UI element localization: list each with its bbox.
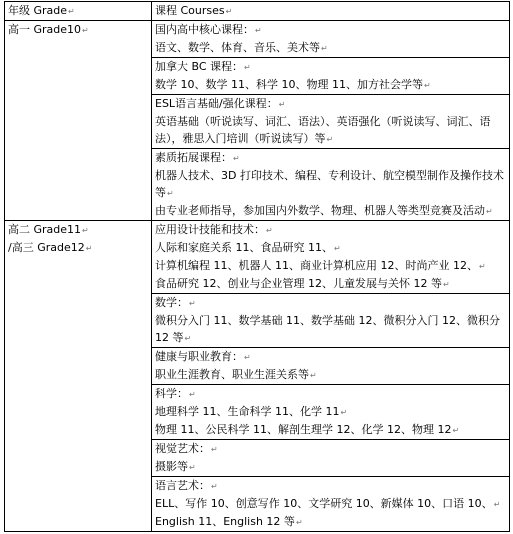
block-line: 地理科学 11、生命科学 11、化学 11 [155, 405, 340, 418]
grade-header-cell: 年级 Grade↵ [5, 2, 152, 21]
course-block: 应用设计技能和技术：↵ 人际和家庭关系 11、食品研究 11、↵ 计算机编程 11、机器人 11、商业计算机应用 12、时尚产业 12、↵ 食品研究 12、创业与企业管理 12、儿童发展与关怀 12 等↵ [155, 223, 486, 290]
course-block: 国内高中核心课程：↵ 语文、数学、体育、音乐、美术等↵ [155, 23, 328, 54]
courses-header: 课程 Courses [155, 4, 225, 17]
courses-cell [152, 221, 510, 532]
header-row [5, 2, 510, 21]
block-title: 国内高中核心课程： [155, 23, 254, 36]
block-line: 英语基础（听说读写、词汇、语法）、英语强化（听说读写、词汇、语法），雅思入门培训（听说读写）等 [155, 115, 491, 145]
block-line: 微积分入门 11、数学基础 11、数学基础 12、微积分入门 12、微积分 12 等 [155, 314, 500, 344]
block-title: 视觉艺术： [155, 442, 210, 455]
block-line: 计算机编程 11、机器人 11、商业计算机应用 12、时尚产业 12、 [155, 259, 478, 272]
block-title: 素质拓展课程： [155, 151, 232, 164]
block-line: 由专业老师指导，参加国内外数学、物理、机器人等类型竞赛及活动 [155, 204, 485, 217]
block-line: ELL、写作 10、创意写作 10、文学研究 10、新媒体 10、口语 10、 [155, 497, 493, 510]
course-block: 加拿大 BC 课程：↵ 数学 10、数学 11、科学 10、物理 11、加方社会学等↵ [152, 57, 509, 94]
course-block: 科学：↵ 地理科学 11、生命科学 11、化学 11↵ 物理 11、公民科学 11、解剖生理学 12、化学 12、物理 12↵ [152, 384, 509, 439]
grade-cell: 高二 Grade11↵ /高三 Grade12↵ [5, 221, 152, 532]
grade11-12-row [5, 221, 510, 532]
block-line: 摄影等 [155, 460, 188, 473]
block-line: 人际和家庭关系 11、食品研究 11、 [155, 241, 333, 254]
grade-header: 年级 Grade [8, 4, 68, 17]
block-line: 食品研究 12、创业与企业管理 12、儿童发展与关怀 12 等 [155, 277, 442, 290]
grade-label: /高三 Grade12 [8, 241, 85, 254]
block-line: English 11、English 12 等 [155, 515, 295, 528]
course-table [4, 1, 510, 532]
course-block: 视觉艺术：↵ 摄影等↵ [152, 439, 509, 476]
grade10-row [5, 21, 510, 221]
courses-cell [152, 21, 510, 221]
course-block: 数学：↵ 微积分入门 11、数学基础 11、数学基础 12、微积分入门 12、微积分 12 等↵ [152, 293, 509, 347]
course-block: ESL语言基础/强化课程：↵ 英语基础（听说读写、词汇、语法）、英语强化（听说读写、词汇、语法），雅思入门培训（听说读写）等↵ [152, 94, 509, 148]
course-block: 素质拓展课程：↵ 机器人技术、3D 打印技术、编程、专利设计、航空模型制作及操作技术等↵ 由专业老师指导，参加国内外数学、物理、机器人等类型竞赛及活动↵ [152, 148, 509, 220]
block-line: 职业生涯教育、职业生涯关系等 [155, 368, 309, 381]
block-title: 数学： [155, 296, 188, 309]
grade-cell: 高一 Grade10↵ [5, 21, 152, 221]
block-title: 健康与职业教育： [155, 350, 243, 363]
block-line: 机器人技术、3D 打印技术、编程、专利设计、航空模型制作及操作技术等 [155, 169, 504, 199]
grade-label: 高一 Grade10 [8, 23, 82, 36]
course-block: 健康与职业教育：↵ 职业生涯教育、职业生涯关系等↵ [152, 347, 509, 384]
block-title: 科学： [155, 387, 188, 400]
block-line: 数学 10、数学 11、科学 10、物理 11、加方社会学等 [155, 78, 423, 91]
block-line: 语文、数学、体育、音乐、美术等 [155, 41, 320, 54]
grade-label: 高二 Grade11 [8, 223, 82, 236]
block-title: ESL语言基础/强化课程： [155, 97, 278, 110]
block-title: 语言艺术： [155, 479, 210, 492]
course-block: 语言艺术：↵ ELL、写作 10、创意写作 10、文学研究 10、新媒体 10、口语 10、↵ English 11、English 12 等↵ [152, 476, 509, 531]
block-line: 物理 11、公民科学 11、解剖生理学 12、化学 12、物理 12 [155, 423, 452, 436]
courses-header-cell: 课程 Courses↵ [152, 2, 510, 21]
block-title: 应用设计技能和技术： [155, 223, 265, 236]
block-title: 加拿大 BC 课程： [155, 60, 244, 73]
